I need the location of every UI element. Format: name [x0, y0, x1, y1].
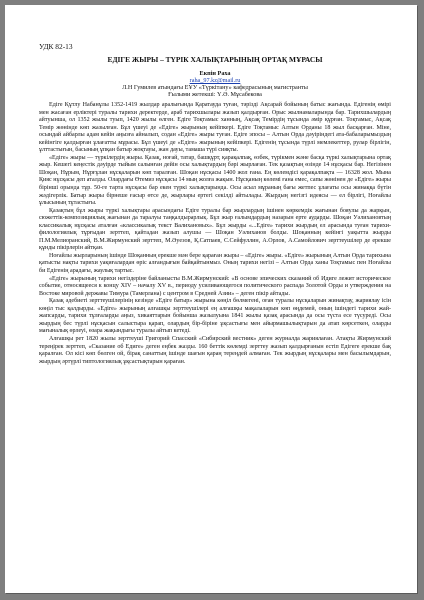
paragraph: «Едіге» жырының тарихи негіздеріне байланысты В.М.Жирмунский: «В основе эпических сказаний об Идиге лежит историческое событие, относящееся к концу XIV – началу XV в., периоду усиливающегося политического распада Золотой Орды и утверждения на Востоке мировой державы Тимура (Тамерлана) с центром в Средней Азии» – деген пікір айтады. [39, 275, 391, 297]
paragraph: «Едіге» жыры — түркілердің жыры. Қазақ, ноғай, татар, башқұрт, қарақалпақ, өзбек, түрікмен және басқа түркі халықтарына ортақ жыр. Кешегі кеңестік дәуірде тыйым салынған дейін осы халықтардың бәрі жырлаған. Тек қазақтың өзінде 14 нұсқасы бар. Негізінен Шоқан, Нұрым, Нұрғұлан нұсқаларын көп таралған. Шоқан нұсқасы 1400 жол ғана. Ең көлемдісі қарақалпақта — 16328 жол. Мына Қияс нұсқасы деп аталды. Олардағы Өтемиз нұсқасы 14 мың жолға жақын. Нұсқаның көлемі ғана емес, сапы жөнінен де «Едіге» жыры бірінші орында тұр. 50-ге тарта нұсқасы бар екен түркі халықтарында. Осы асыл мұраның бағы жетпес ұлағаты осы жинаққа бүтін жәдігерлік. Батыр жыры бірнеше ғасыр өтсе де, жырлары ертегі секілді айтылады. Жырдың негізгі идеясы — ел бірлігі, Ноғайлы ұлысының тұтастығы. [39, 154, 391, 207]
paragraph: Алғашқы рет 1820 жылы зерттеуші Григорий Спасский «Сибирский вестник» деген журналда жариялаған. Атақты Жирмунский тереңірек зерттеп, «Сказание об Едиге» деген еңбек жазды. 160 беттік көлемді зерттеу жазып қалдырғанын естіп Едігеге ерекше бақ қаралған. Ол кісі көп бөлген ой, бірақ санаттың ішінде шағын қараң тереңдей алмаған. Тек жырдың нұсқалары мен басылымдарын, жырдың әртүрлі типтологиялық ұқсастықтарын қараған. [39, 335, 391, 365]
article [39, 42, 391, 366]
author-name: Екпін Раха [199, 70, 231, 77]
article-title: ЕДІГЕ ЖЫРЫ – ТҮРІК ХАЛЫҚТАРЫНЫҢ ОРТАҚ МҰРАСЫ [107, 55, 323, 64]
paragraph: Қазақ әдебиеті зерттеушілерінің кезінде «Едіге батыр» жырына көңіл бөлмегені, оған туралы нұсқаларын жинақтау, жариялау ісін көңіл тыс қалдырды. «Едіге» жырының алғашқы зерттеушілері ең алғашқы мақалаларын көп өңдемей, оның ішіндегі тарихи жай-жапсарды, тарихи тұлғаларды аңыз, хикаяттарын бойынша жазылуына 1841 жылы қазақ арасында да осы түста есе түсуреді. Осы жырдың бес түрлі нұсқасын салыстыра қарап, олардың бір-біріне ұқсастығы мен айырмашылықтарын да атап көрсеткен, оларды мағыналық өрлеуі, өзара жақындығы туралы айтып кетеді. [39, 298, 391, 335]
scientific-advisor: Ғылыми жетекші: Ү.Ә. Мұсабекова [168, 91, 262, 98]
author-email-link[interactable]: raha_97.kz@mail.ru [189, 77, 241, 84]
paragraph: Едіге Құтлу Набанұлы 1352-1419 жылдар аралығында Қаратауда туған, тәрізді Ақсарай бойының батыс жағында. Едігенің өмірі мен жасаған ерліктері туралы тарихи деректерде, араб тарихшылары жазып қалдырған. Орыс жылнамаларында бар. Тарихшылардың айтуынша, ол 1352 жылы туып, 1420 жылы өлген. Едіге Тоқтамыс ханның, Ақсақ Темірдің тұсында әмір құрған. Тоқтамыс, Ақсақ Темір жөнінде көп жазылған. Бұл үшеуі де «Едіге» жырының кейіпкері. Едіге Тоқтамыс Алтын Орданы 18 жыл басқарған. Міне, осындай айбарлы адам кейін аңызға айналып, содан «Едіге» жыры туған. Едіге эпосы – Алтын Орда дәуіріндегі ата-бабаларымыздың кейінгіге қалдырған ұлағатты мұрасы. Бұл үшеуі де «Едіге» жырының кейіпкері. Едігенің тұсында түрлі мемлекеттер, рулар бірлігін, ұлттастығын, басының ұпқан батыр жоқтауы, жан дауы, тамаша түрі сияқты. [39, 102, 391, 154]
paragraph: Қазақтың бұл жыры түркі халықтары арасындағы Едіге туралы бар жырлардың ішінен көркемдік жағынан бояулы да жарқын, сюжеттік-композициялық жағынан да таралуы таңқалдырарлық. Бұл жыр ғалымдардың назарын ерте аударды. Шоқан Уәлихановтың классикалық нұсқасы аталған «классикалық текст Валихановых». Бұл жырды «...Едіге» тарихи жырдың ел арасында туған тарихи-филологиялық тұрғыдан зерттеп, қайтадан жазып алушы — Шоқан Уәлиханов болды. Шоқанның кейінгі уақытта жырды П.М.Мелиоранский, В.М.Жирмунский зерттеп, М.Әуезов, Қ.Сатпаев, С.Сейфуллин, А.Орлов, А.Самойлович зерттеушілер де ерекше құнды пікірлерін айтқан. [39, 207, 391, 252]
article-body [39, 102, 391, 366]
author-affiliation: Л.Н Гумилев атындағы ЕҰУ «Түркітану» кафедрасының магистранты [122, 84, 308, 91]
document-page [5, 5, 417, 593]
udk-code: УДК 82-13 [39, 42, 73, 51]
paragraph: Ноғайлы жырларының ішінде Шоқанның ерекше мән бере қараған жыры – «Едіге» жыры. «Едіге» жырының Алтын Орда тарихына қатысты нақты тарихи уақиғалардан өріс алғандығын байқайтынмыз. Оның тарихи негізі – Алтын Орда ханы Тоқтамыс пен Ноғайлы би Едігенің арадағы, жаулық тартыс. [39, 252, 391, 275]
